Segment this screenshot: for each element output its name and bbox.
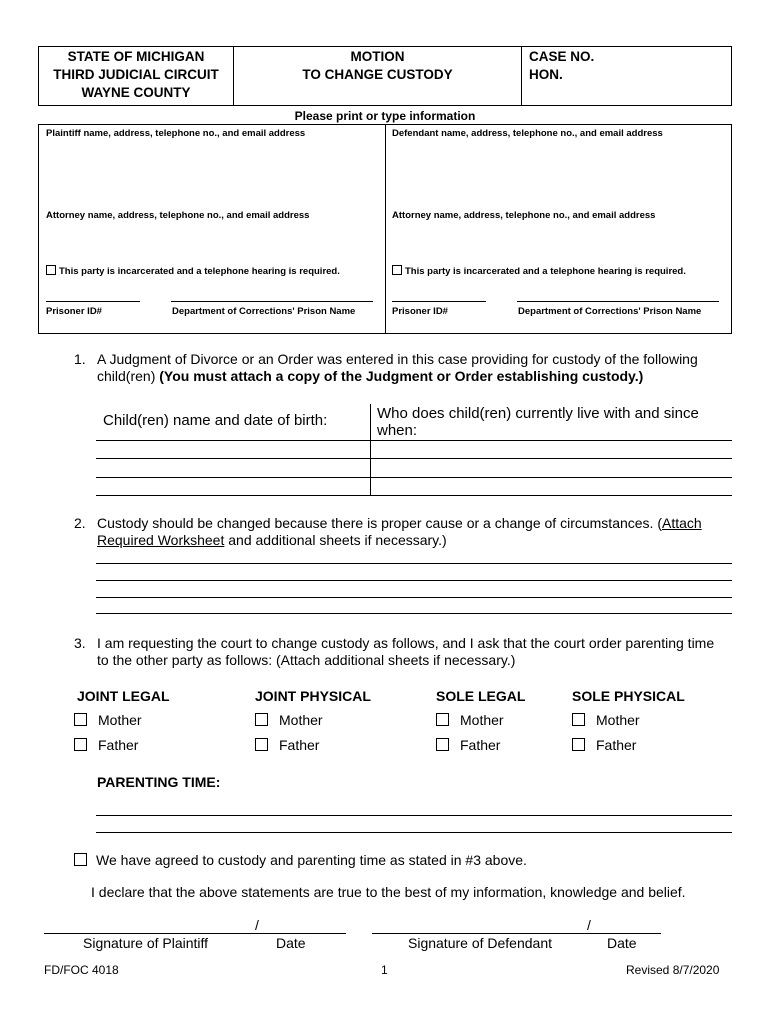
children-table-divider <box>370 404 371 496</box>
agreement-checkbox[interactable] <box>74 853 87 866</box>
parenting-time-line-2[interactable] <box>96 832 732 833</box>
plaintiff-signature-line[interactable] <box>44 933 346 934</box>
defendant-signature-line[interactable] <box>372 933 661 934</box>
parenting-time-line-1[interactable] <box>96 815 732 816</box>
joint-legal-father-label: Father <box>98 737 139 753</box>
children-col1-header: Child(ren) name and date of birth: <box>103 412 328 429</box>
item2-number: 2. <box>74 515 86 531</box>
plaintiff-prison-name-label: Department of Corrections' Prison Name <box>172 306 356 317</box>
form-id: FD/FOC 4018 <box>44 963 119 977</box>
sole-physical-heading: SOLE PHYSICAL <box>572 688 685 704</box>
joint-physical-heading: JOINT PHYSICAL <box>255 688 371 704</box>
joint-legal-heading: JOINT LEGAL <box>77 688 170 704</box>
plaintiff-section[interactable] <box>39 125 386 333</box>
plaintiff-prison-name-line[interactable] <box>171 301 373 302</box>
defendant-prison-name-line[interactable] <box>517 301 719 302</box>
item1-children-word: child(ren) <box>97 368 156 384</box>
defendant-name-label: Defendant name, address, telephone no., and email address <box>392 128 663 139</box>
sole-legal-mother-label: Mother <box>460 712 504 728</box>
joint-legal-mother-checkbox[interactable] <box>74 713 87 726</box>
item3-line1: I am requesting the court to change custody as follows, and I ask that the court order parenting time <box>97 635 715 651</box>
plaintiff-prisoner-id-line[interactable] <box>46 301 140 302</box>
joint-physical-mother-label: Mother <box>279 712 323 728</box>
defendant-attorney-label: Attorney name, address, telephone no., and email address <box>392 210 656 221</box>
children-row-3[interactable] <box>96 495 732 496</box>
item2-text <box>97 515 737 549</box>
form-title <box>234 47 522 106</box>
plaintiff-name-label: Plaintiff name, address, telephone no., and email address <box>46 128 306 139</box>
defendant-prisoner-id-line[interactable] <box>392 301 486 302</box>
court-county: WAYNE COUNTY <box>81 85 191 100</box>
joint-legal-mother-label: Mother <box>98 712 142 728</box>
sole-legal-father-checkbox[interactable] <box>436 738 449 751</box>
agreement-label: We have agreed to custody and parenting time as stated in #3 above. <box>96 852 527 868</box>
children-row-1[interactable] <box>96 458 732 459</box>
defendant-section[interactable] <box>386 125 731 333</box>
parenting-time-label: PARENTING TIME: <box>97 774 221 790</box>
item3-number: 3. <box>74 635 86 651</box>
item2-line-4[interactable] <box>96 613 732 614</box>
print-notice: Please print or type information <box>294 109 476 123</box>
item1-line1: A Judgment of Divorce or an Order was entered in this case providing for custody of the following <box>97 351 698 367</box>
plaintiff-date-slash: / <box>255 917 259 933</box>
caption-box <box>38 46 732 106</box>
item3-line2: to the other party as follows: (Attach additional sheets if necessary.) <box>97 652 516 668</box>
children-row-2[interactable] <box>96 477 732 478</box>
form-title-line2: TO CHANGE CUSTODY <box>302 67 453 82</box>
parties-box <box>38 124 732 334</box>
defendant-date-slash: / <box>587 917 591 933</box>
item3-text <box>97 635 737 669</box>
declaration-text: I declare that the above statements are true to the best of my information, knowledge and belief. <box>91 884 686 900</box>
item1-number: 1. <box>74 351 86 367</box>
joint-physical-mother-checkbox[interactable] <box>255 713 268 726</box>
case-info[interactable] <box>529 47 729 106</box>
revised-date: Revised 8/7/2020 <box>626 963 720 977</box>
joint-physical-father-checkbox[interactable] <box>255 738 268 751</box>
item2-text-start: Custody should be changed because there is proper cause or a change of circumstances. ( <box>97 515 662 531</box>
defendant-incarcerated[interactable] <box>392 265 686 277</box>
sole-legal-father-label: Father <box>460 737 501 753</box>
case-number-label: CASE NO. <box>529 49 595 64</box>
plaintiff-incarcerated-label: This party is incarcerated and a telephone hearing is required. <box>59 266 340 277</box>
item1-line2 <box>97 368 737 385</box>
defendant-signature-label: Signature of Defendant <box>408 935 552 951</box>
plaintiff-signature-label: Signature of Plaintiff <box>83 935 209 951</box>
defendant-date-label: Date <box>607 935 637 951</box>
plaintiff-attorney-label: Attorney name, address, telephone no., and email address <box>46 210 310 221</box>
court-name <box>39 47 234 106</box>
item2-line-1[interactable] <box>96 563 732 564</box>
sole-legal-heading: SOLE LEGAL <box>436 688 526 704</box>
item1-text <box>97 351 737 385</box>
item2-line-3[interactable] <box>96 597 732 598</box>
sole-physical-mother-checkbox[interactable] <box>572 713 585 726</box>
sole-physical-father-label: Father <box>596 737 637 753</box>
joint-legal-father-checkbox[interactable] <box>74 738 87 751</box>
court-circuit: THIRD JUDICIAL CIRCUIT <box>53 67 219 82</box>
item1-attach-notice: (You must attach a copy of the Judgment or Order establishing custody.) <box>159 368 644 384</box>
required-worksheet-link[interactable]: Required Worksheet <box>97 532 225 548</box>
plaintiff-prisoner-id-label: Prisoner ID# <box>46 306 102 317</box>
joint-physical-father-label: Father <box>279 737 320 753</box>
defendant-incarcerated-label: This party is incarcerated and a telephone hearing is required. <box>405 266 686 277</box>
sole-legal-mother-checkbox[interactable] <box>436 713 449 726</box>
plaintiff-incarcerated[interactable] <box>46 265 340 277</box>
item2-line-2[interactable] <box>96 580 732 581</box>
form-title-line1: MOTION <box>350 49 405 64</box>
children-col2-header: Who does child(ren) currently live with and since when: <box>377 405 699 439</box>
defendant-prison-name-label: Department of Corrections' Prison Name <box>518 306 702 317</box>
judge-label: HON. <box>529 67 563 82</box>
attach-link[interactable]: Attach <box>662 515 702 531</box>
defendant-prisoner-id-label: Prisoner ID# <box>392 306 448 317</box>
sole-physical-father-checkbox[interactable] <box>572 738 585 751</box>
page-number: 1 <box>381 963 388 977</box>
defendant-incarcerated-checkbox[interactable] <box>392 265 402 275</box>
sole-physical-mother-label: Mother <box>596 712 640 728</box>
plaintiff-date-label: Date <box>276 935 306 951</box>
plaintiff-incarcerated-checkbox[interactable] <box>46 265 56 275</box>
children-table-header-rule <box>96 440 732 441</box>
court-state: STATE OF MICHIGAN <box>67 49 205 64</box>
item2-text-end: and additional sheets if necessary.) <box>224 532 447 548</box>
